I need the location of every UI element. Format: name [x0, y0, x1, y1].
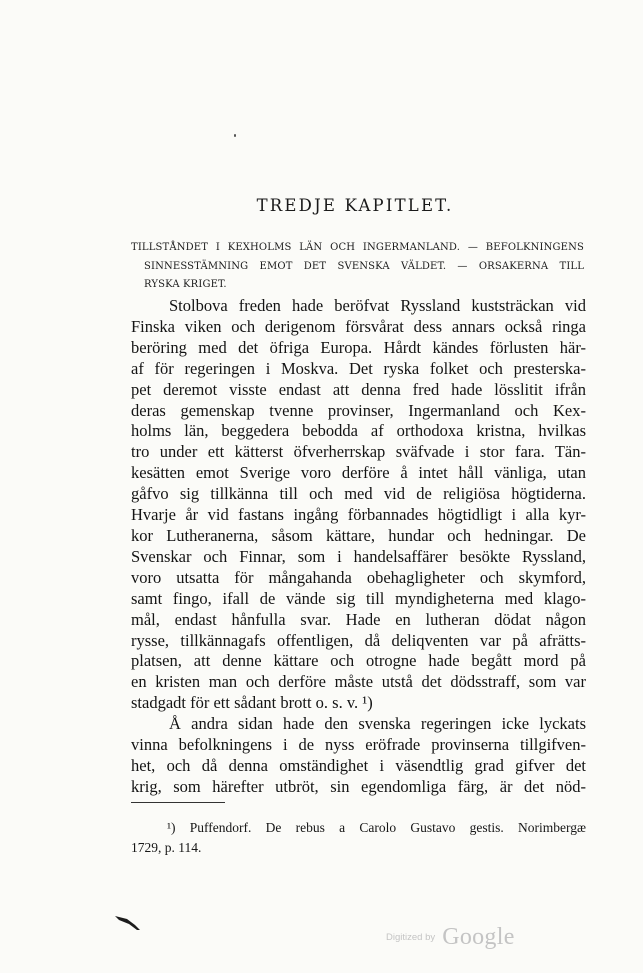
body-line: Svenskar och Finnar, som i handelsaffärer besökte Ryssland, [131, 546, 586, 566]
body-line: samt fingo, ifall de vände sig till myndigheterna med klago- [131, 588, 586, 608]
body-line: beröring med det öfriga Europa. Hårdt kändes förlusten här- [131, 337, 586, 357]
ink-smudge [113, 912, 143, 932]
body-line: mål, endast hånfulla svar. Hade en lutheran dödat någon [131, 609, 586, 629]
body-line: kor Lutheranerna, såsom kättare, hundar och hedningar. De [131, 525, 586, 545]
body-line: platsen, att denne kättare och otrogne hade begått mord på [131, 651, 586, 671]
body-line: het, och då denna omständighet i väsendtlig grad gifver det [131, 755, 586, 775]
body-line: en kristen man och derföre måste utstå det dödsstraff, som var [131, 672, 586, 692]
footnote [131, 818, 586, 857]
body-line: voro utsatta för mångahanda obehagligheter och skymford, [131, 567, 586, 587]
body-line: Finska viken och derigenom försvårat dess annars också ringa [131, 316, 586, 336]
footnote-line: 1729, p. 114. [131, 839, 202, 855]
body-line: vinna befolkningens i de nyss eröfrade provinserna tillgifven- [131, 735, 586, 755]
body-line: holms län, beggedera bebodda af orthodoxa kristna, hvilkas [131, 421, 586, 441]
body-line: krig, som härefter utbröt, sin egendomliga färg, är det nöd- [131, 776, 586, 796]
body-line: Hvarje år vid fastans ingång förbannades högtidligt i alla kyr- [131, 505, 586, 525]
summary-line: TILLSTÅNDET I KEXHOLMS LÄN OCH INGERMANLAND. — BEFOLKNINGENS [131, 242, 584, 253]
google-logo: Google [442, 924, 515, 950]
body-line: af för regeringen i Moskva. Det ryska folket och presterska- [131, 358, 586, 378]
body-line: tro under ett kätterst öfverherrskap sväfvade i stor fara. Tän- [131, 442, 586, 462]
body-line: pet deremot visste endast att denna fred hade lösslitit ifrån [131, 379, 586, 399]
body-line: rysse, tillkännagafs offentligen, då deliqventen var på afrätts- [131, 630, 586, 650]
body-line: deras gemenskap tvenne provinser, Ingermanland och Kex- [131, 400, 586, 420]
body-line: Stolbova freden hade beröfvat Ryssland kuststräckan vid [169, 296, 586, 315]
ink-speck [234, 134, 236, 137]
digitized-by-google-watermark [386, 924, 515, 951]
chapter-title: TREDJE KAPITLET. [256, 196, 454, 215]
summary-line: SINNESSTÄMNING EMOT DET SVENSKA VÄLDET. — ORSAKERNA TILL [144, 260, 584, 272]
chapter-summary [131, 239, 584, 295]
body-line: gåfvo sig tillkänna till och med vid de religiösa högtiderna. [131, 484, 586, 504]
body-text [131, 296, 586, 798]
body-line: kesätten emot Sverige voro derföre å intet håll vänliga, utan [131, 463, 586, 483]
summary-line: RYSKA KRIGET. [144, 279, 227, 290]
body-line: stadgadt för ett sådant brott o. s. v. ¹) [131, 693, 373, 713]
watermark-prefix: Digitized by [386, 932, 436, 943]
body-line: Å andra sidan hade den svenska regeringen icke lyckats [169, 714, 586, 734]
footnote-rule [131, 802, 225, 803]
footnote-line: ¹) Puffendorf. De rebus a Carolo Gustavo gestis. Norimbergæ [167, 820, 586, 835]
